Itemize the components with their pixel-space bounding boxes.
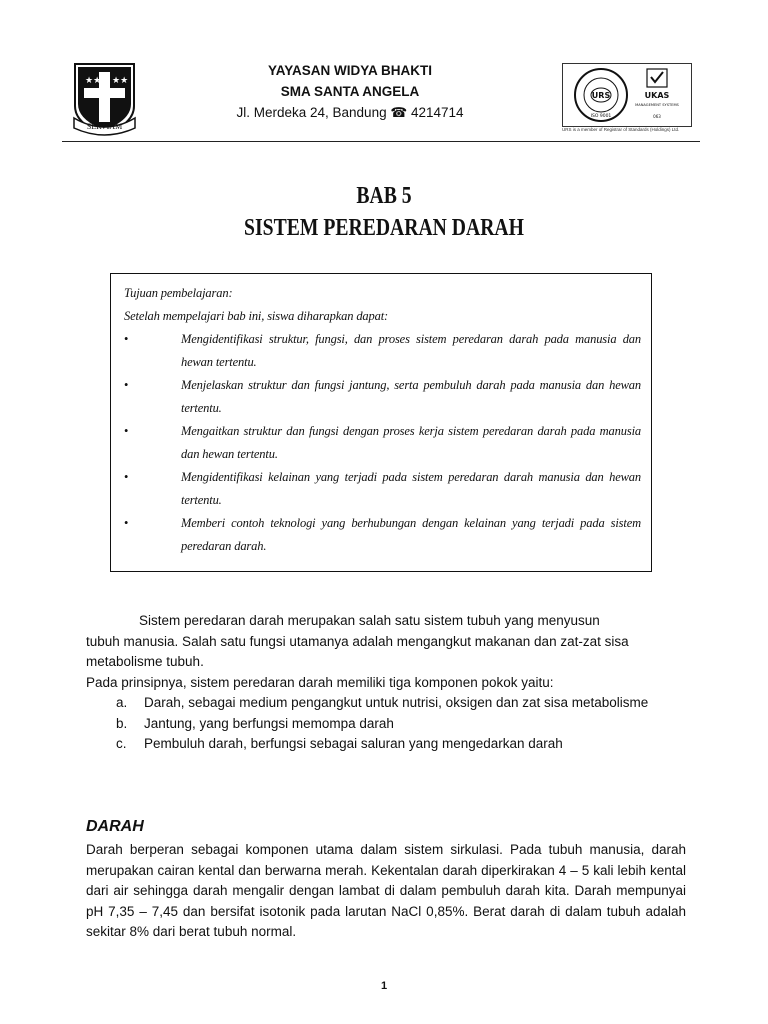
learning-objectives-box xyxy=(110,273,652,572)
bullet: • xyxy=(124,378,129,392)
foundation-name: YAYASAN WIDYA BHAKTI xyxy=(267,63,433,78)
intro-paragraph-rest: tubuh manusia. Salah satu fungsi utamanya adalah mengangkut makanan dan zat-zat sisa metabolisme tubuh. xyxy=(86,633,629,669)
certification-logos xyxy=(562,63,692,127)
list-item xyxy=(86,734,686,755)
list-text: Darah, sebagai medium pengangkut untuk nutrisi, oksigen dan zat sisa metabolisme xyxy=(144,695,649,710)
list-marker: c. xyxy=(116,736,127,751)
chapter-number: BAB 5 xyxy=(356,183,412,209)
svg-text:★★: ★★ xyxy=(112,76,129,86)
logo-motto: SERVIAM xyxy=(86,122,123,131)
objective-text: Memberi contoh teknologi yang berhubungan dengan kelainan yang terjadi pada sistem peredaran darah. xyxy=(181,516,641,553)
chapter-title xyxy=(69,180,699,244)
objective-item xyxy=(124,328,641,374)
objective-item xyxy=(124,466,641,512)
bullet: • xyxy=(124,516,129,530)
school-name: SMA SANTA ANGELA xyxy=(280,84,420,99)
chapter-name: SISTEM PEREDARAN DARAH xyxy=(244,215,524,241)
objective-text: Mengaitkan struktur dan fungsi dengan proses kerja sistem peredaran darah pada manusia dan hewan tertentu. xyxy=(181,424,641,461)
intro-paragraph-first-line: Sistem peredaran darah merupakan salah satu sistem tubuh yang menyusun xyxy=(139,613,600,628)
objective-item xyxy=(124,420,641,466)
ukas-code: 063 xyxy=(653,114,661,119)
components-intro: Pada prinsipnya, sistem peredaran darah memiliki tiga komponen pokok yaitu: xyxy=(86,674,554,690)
phone-number: 4214714 xyxy=(410,105,464,120)
objective-item xyxy=(124,374,641,420)
section-paragraph: Darah berperan sebagai komponen utama dalam sistem sirkulasi. Pada tubuh manusia, darah merupakan cairan kental dan berwarna merah. Kekentalan darah diperkirakan 4 – 5 kali lebih kental dari air sehingga darah mengalir dengan lambat di dalam pembuluh darah kita. Darah mempunyai pH 7,35 – 7,45 dan bersifat isotonik pada larutan NaCl 0,85%. Berat darah di dalam tubuh adalah sekitar 8% dari berat tubuh normal. xyxy=(86,842,686,939)
iso-badge-text: URS xyxy=(591,91,611,100)
list-text: Jantung, yang berfungsi memompa darah xyxy=(144,715,394,731)
bullet: • xyxy=(124,470,129,484)
phone-icon: ☎ xyxy=(390,105,408,120)
list-marker: b. xyxy=(116,715,128,731)
certification-note: URS is a member of Registrar of Standards (Holdings) Ltd. xyxy=(562,127,680,132)
list-marker: a. xyxy=(116,695,128,710)
list-item xyxy=(86,714,686,735)
objective-item xyxy=(124,512,641,558)
list-text: Pembuluh darah, berfungsi sebagai saluran yang mengedarkan darah xyxy=(144,736,563,751)
section-heading: DARAH xyxy=(86,818,144,835)
page-number: 1 xyxy=(380,980,388,992)
objectives-intro: Setelah mempelajari bab ini, siswa diharapkan dapat: xyxy=(124,309,389,323)
school-logo xyxy=(72,62,137,136)
bullet: • xyxy=(124,332,129,346)
objectives-heading: Tujuan pembelajaran: xyxy=(124,286,233,300)
school-address xyxy=(150,102,550,123)
list-item xyxy=(86,693,686,714)
svg-text:★★: ★★ xyxy=(85,76,102,86)
bullet: • xyxy=(124,424,129,438)
ukas-sub: MANAGEMENT SYSTEMS xyxy=(635,103,679,107)
objective-text: Mengidentifikasi struktur, fungsi, dan proses sistem peredaran darah pada manusia dan hewan tertentu. xyxy=(181,332,641,369)
intro-section xyxy=(86,611,686,755)
objective-text: Menjelaskan struktur dan fungsi jantung, serta pembuluh darah pada manusia dan hewan tertentu. xyxy=(181,378,641,415)
address-text: Jl. Merdeka 24, Bandung xyxy=(236,105,387,120)
letterhead xyxy=(150,60,550,123)
header-divider xyxy=(62,141,700,142)
objective-text: Mengidentifikasi kelainan yang terjadi pada sistem peredaran darah manusia dan hewan tertentu. xyxy=(181,470,641,507)
ukas-label: UKAS xyxy=(644,91,670,100)
iso-number: ISO 9001 xyxy=(590,114,612,119)
